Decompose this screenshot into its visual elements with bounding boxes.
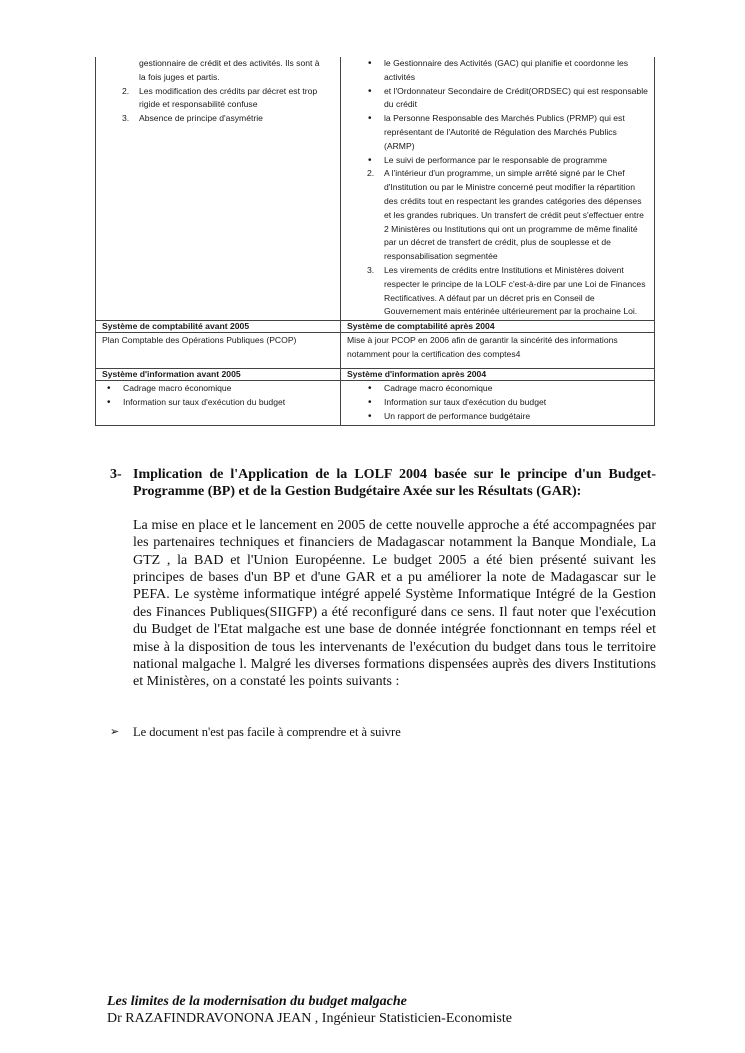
arrow-item-text: Le document n'est pas facile à comprendre et à suivre xyxy=(133,725,401,739)
left-numbered-list xyxy=(102,85,334,126)
info-after-cell xyxy=(341,381,655,425)
comparison-table xyxy=(95,57,655,426)
table-row xyxy=(96,369,655,381)
right-bullet-list xyxy=(347,57,648,167)
list-item: • Cadrage macro économique xyxy=(347,382,648,396)
info-before-list xyxy=(86,382,334,410)
info-before-header: Système d'information avant 2005 xyxy=(96,369,341,381)
arrow-list-item xyxy=(110,725,656,740)
list-item: • Information sur taux d'exécution du budget xyxy=(347,396,648,410)
page-footer xyxy=(107,993,512,1027)
list-item: 2. A l'intérieur d'un programme, un simple arrêté signé par le Chef d'Institution ou par le Ministre concerné peut modifier la répartition des crédits tout en respectant les grandes catégories des dépenses et les grandes rubriques. Un transfert de crédit peut s'effectuer entre 2 Ministères ou Institutions qui ont un programme de même finalité par un décret de transfert de crédit, plus de souplesse et de responsabilisation segmentée xyxy=(367,168,644,262)
arrow-bullet-icon: ➢ xyxy=(110,726,120,738)
right-numbered-list xyxy=(347,167,648,319)
info-before-cell xyxy=(96,381,341,425)
list-item: 3. Les virements de crédits entre Institutions et Ministères doivent respecter le principe de la LOLF c'est-à-dire par une Loi de Finances Rectificatives. A défaut par un décret pris en Conseil de Gouvernement mais entérinée ultérieurement par la prochaine Loi. xyxy=(367,264,646,317)
table-row xyxy=(96,57,655,321)
list-item: 2. Les modification des crédits par décret est trop rigide et responsabilité confuse xyxy=(122,85,318,110)
section-title: Implication de l'Application de la LOLF 2004 basée sur le principe d'un Budget-Programme (BP) et de la Gestion Budgétaire Axée sur les Résultats (GAR): xyxy=(133,467,656,500)
table-row xyxy=(96,333,655,369)
list-item: • le Gestionnaire des Activités (GAC) qui planifie et coordonne les activités xyxy=(347,57,648,85)
list-item: • Cadrage macro économique xyxy=(86,382,334,396)
right-cell-credit-management xyxy=(341,57,655,321)
info-after-list xyxy=(347,382,648,423)
list-item: 3. Absence de principe d'asymétrie xyxy=(122,113,263,124)
accounting-before-header: Système de comptabilité avant 2005 xyxy=(96,321,341,333)
list-item: • Information sur taux d'exécution du budget xyxy=(86,396,334,410)
table-row xyxy=(96,321,655,333)
accounting-before-cell: Plan Comptable des Opérations Publiques (PCOP) xyxy=(96,333,341,369)
list-item: • la Personne Responsable des Marchés Publics (PRMP) qui est représentant de l'Autorité de Régulation des Marchés Publics (ARMP) xyxy=(347,112,648,153)
left-text-line: gestionnaire de crédit et des activités. Ils sont à xyxy=(139,58,320,68)
left-text-line: la fois juges et partis. xyxy=(139,71,220,82)
left-cell-credit-management xyxy=(96,57,341,321)
info-after-header: Système d'information après 2004 xyxy=(341,369,655,381)
accounting-after-cell: Mise à jour PCOP en 2006 afin de garantir la sincérité des informations notamment pour la certification des comptes4 xyxy=(341,333,655,369)
footer-author: Dr RAZAFINDRAVONONA JEAN , Ingénieur Statisticien-Economiste xyxy=(107,1011,512,1026)
table-row xyxy=(96,381,655,425)
list-item: • Le suivi de performance par le responsable de programme xyxy=(347,154,648,168)
list-item: • Un rapport de performance budgétaire xyxy=(347,410,648,424)
section-3 xyxy=(110,466,656,691)
list-item: • et l'Ordonnateur Secondaire de Crédit(ORDSEC) qui est responsable du crédit xyxy=(347,85,648,113)
section-paragraph: La mise en place et le lancement en 2005 de cette nouvelle approche a été accompagnées par les partenaires techniques et financiers de Madagascar notamment la Banque Mondiale, La GTZ , la BAD et l'Union Européenne. Le budget 2005 a été bien présenté suivant les principes de bases d'un BP et d'une GAR et a pu améliorer la note de Madagascar sur le PEFA. Le système informatique intégré appelé Système Informatique Intégré de la Gestion des Finances Publiques(SIIGFP) a été reconfiguré dans ce sens. Il faut noter que l'exécution du Budget de l'Etat malgache est une base de donnée intégrée fonctionnant en temps réel et mise à la disposition de tous les intervenants de l'exécution du budget dans tous le territoire national malgache l. Malgré les diverses formations dispensées auprès des divers Institutions et Ministères, on a constaté les points suivants : xyxy=(133,517,656,690)
section-heading xyxy=(110,466,656,501)
footer-title: Les limites de la modernisation du budget malgache xyxy=(107,994,407,1009)
section-number: 3- xyxy=(110,467,122,482)
accounting-after-header: Système de comptabilité après 2004 xyxy=(341,321,655,333)
